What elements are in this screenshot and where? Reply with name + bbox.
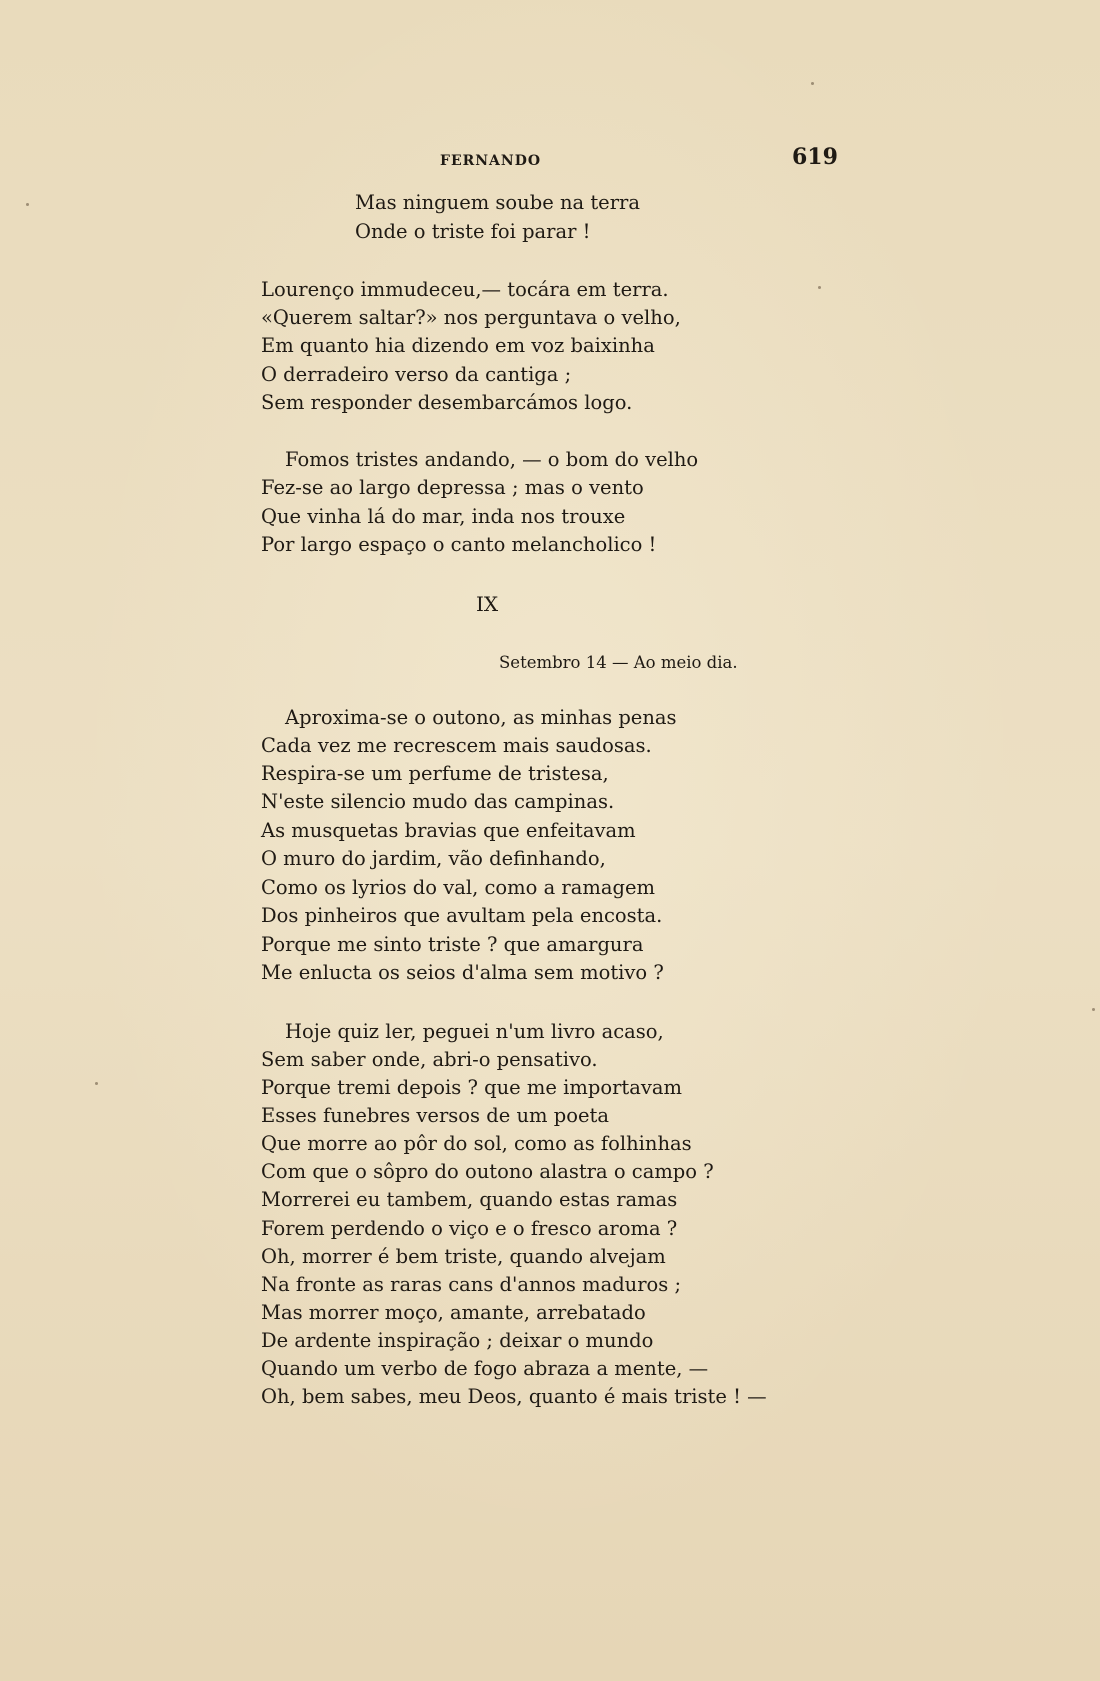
verse-line: Respira-se um perfume de tristesa, — [261, 762, 609, 785]
verse-line: Sem saber onde, abri-o pensativo. — [261, 1048, 598, 1071]
verse-line: Cada vez me recrescem mais saudosas. — [261, 734, 652, 757]
verse-line: Esses funebres versos de um poeta — [261, 1104, 609, 1127]
verse-line: Forem perdendo o viço e o fresco aroma ? — [261, 1217, 678, 1240]
verse-line: Em quanto hia dizendo em voz baixinha — [261, 334, 655, 357]
verse-line: Oh, bem sabes, meu Deos, quanto é mais triste ! — — [261, 1385, 767, 1408]
verse-line: Morrerei eu tambem, quando estas ramas — [261, 1188, 678, 1211]
verse-line: O derradeiro verso da cantiga ; — [261, 363, 572, 386]
verse-line: Que morre ao pôr do sol, como as folhinhas — [261, 1132, 692, 1155]
verse-line: Lourenço immudeceu,— tocára em terra. — [261, 278, 669, 301]
verse-line: Mas morrer moço, amante, arrebatado — [261, 1301, 646, 1324]
running-title: FERNANDO — [440, 153, 542, 169]
verse-line: Que vinha lá do mar, inda nos trouxe — [261, 505, 626, 528]
verse-line: Me enlucta os seios d'alma sem motivo ? — [261, 961, 664, 984]
verse-line: Quando um verbo de fogo abraza a mente, — — [261, 1357, 709, 1380]
verse-line: De ardente inspiração ; deixar o mundo — [261, 1329, 654, 1352]
verse-line: As musquetas bravias que enfeitavam — [261, 819, 636, 842]
page-number: 619 — [792, 144, 838, 170]
verse-line: Hoje quiz ler, peguei n'um livro acaso, — [285, 1020, 664, 1043]
dateline: Setembro 14 — Ao meio dia. — [499, 653, 738, 672]
verse-line: Porque me sinto triste ? que amargura — [261, 933, 644, 956]
verse-line: N'este silencio mudo das campinas. — [261, 790, 615, 813]
verse-line: Sem responder desembarcámos logo. — [261, 391, 633, 414]
verse-line: Onde o triste foi parar ! — [355, 220, 591, 243]
verse-line: O muro do jardim, vão definhando, — [261, 847, 606, 870]
paper-speck — [811, 82, 814, 85]
verse-line: Fez-se ao largo depressa ; mas o vento — [261, 476, 644, 499]
verse-line: Porque tremi depois ? que me importavam — [261, 1076, 683, 1099]
verse-line: Dos pinheiros que avultam pela encosta. — [261, 904, 663, 927]
paper-speck — [1092, 1008, 1095, 1011]
verse-line: Por largo espaço o canto melancholico ! — [261, 533, 657, 556]
paper-speck — [818, 286, 821, 289]
verse-line: Como os lyrios do val, como a ramagem — [261, 876, 655, 899]
verse-line: Oh, morrer é bem triste, quando alvejam — [261, 1245, 666, 1268]
verse-line: Mas ninguem soube na terra — [355, 191, 640, 214]
paper-speck — [95, 1082, 98, 1085]
verse-line: Com que o sôpro do outono alastra o campo ? — [261, 1160, 714, 1183]
section-heading: IX — [476, 592, 499, 616]
paper-speck — [26, 203, 29, 206]
verse-line: Fomos tristes andando, — o bom do velho — [285, 448, 699, 471]
verse-line: Aproxima-se o outono, as minhas penas — [285, 706, 677, 729]
verse-line: Na fronte as raras cans d'annos maduros ; — [261, 1273, 682, 1296]
verse-line: «Querem saltar?» nos perguntava o velho, — [261, 306, 681, 329]
